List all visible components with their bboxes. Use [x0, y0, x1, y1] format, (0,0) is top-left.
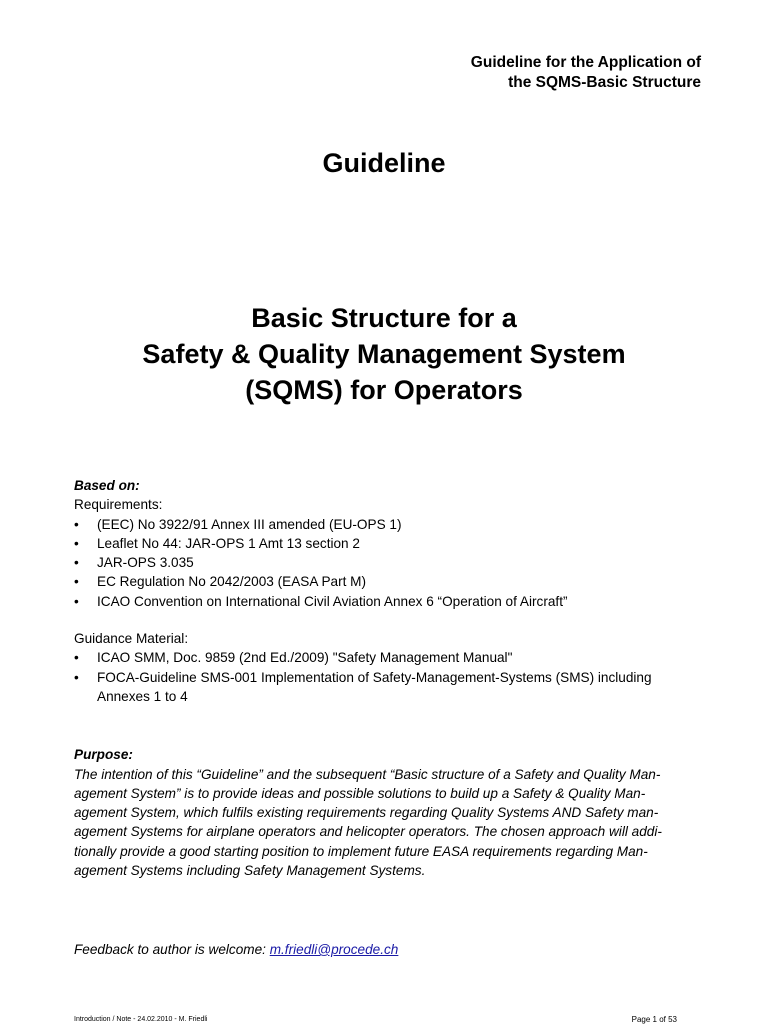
- list-item: [74, 553, 704, 572]
- main-title-line-2: Safety & Quality Management System: [142, 339, 626, 369]
- purpose-line: agement Systems including Safety Management Systems.: [74, 863, 426, 879]
- list-item-text: Leaflet No 44: JAR-OPS 1 Amt 13 section 2: [97, 535, 360, 551]
- purpose-text: [74, 765, 704, 881]
- running-header-line-2: the SQMS-Basic Structure: [508, 74, 701, 91]
- purpose-line: agement System” is to provide ideas and possible solutions to build up a Safety & Quality Man-: [74, 785, 646, 801]
- list-item: [74, 592, 704, 611]
- main-title: [0, 300, 768, 408]
- bullet-icon: •: [74, 650, 79, 666]
- bullet-icon: •: [74, 669, 79, 685]
- list-item-text: ICAO SMM, Doc. 9859 (2nd Ed./2009) "Safety Management Manual": [97, 650, 513, 666]
- running-header-line-1: Guideline for the Application of: [470, 54, 701, 71]
- list-item-text: (EEC) No 3922/91 Annex III amended (EU-OPS 1): [97, 516, 402, 532]
- list-item-text: FOCA-Guideline SMS-001 Implementation of Safety-Management-Systems (SMS) including Annexes 1 to 4: [97, 669, 652, 704]
- purpose-line: tionally provide a good starting position to implement future EASA requirements regarding Man-: [74, 843, 648, 859]
- bullet-icon: •: [74, 593, 79, 609]
- author-email-link[interactable]: m.friedli@procede.ch: [269, 942, 399, 957]
- requirements-list: [74, 515, 704, 611]
- bullet-icon: •: [74, 516, 79, 532]
- guidance-list: [74, 648, 704, 706]
- page-number: Page 1 of 53: [631, 1015, 677, 1024]
- bullet-icon: •: [74, 535, 79, 551]
- list-item: [74, 648, 704, 667]
- feedback-line: [74, 940, 398, 959]
- document-title: Guideline: [322, 148, 446, 178]
- list-item-text: JAR-OPS 3.035: [97, 555, 194, 571]
- list-item: [74, 572, 704, 591]
- list-item: [74, 668, 704, 707]
- purpose-line: agement System, which fulfils existing requirements regarding Quality Systems AND Safety man-: [74, 805, 659, 821]
- list-item: [74, 534, 704, 553]
- footer-left: Introduction / Note - 24.02.2010 - M. Friedli: [74, 1016, 208, 1023]
- main-title-line-3: (SQMS) for Operators: [245, 375, 523, 405]
- list-item: [74, 515, 704, 534]
- feedback-text: Feedback to author is welcome:: [74, 942, 270, 957]
- guidance-label: Guidance Material:: [74, 631, 189, 647]
- purpose-line: agement Systems for airplane operators and helicopter operators. The chosen approach will addi-: [74, 824, 662, 840]
- running-header: [471, 53, 701, 93]
- list-item-text: ICAO Convention on International Civil Aviation Annex 6 “Operation of Aircraft”: [97, 593, 568, 609]
- based-on-label: Based on:: [74, 478, 140, 493]
- purpose-line: The intention of this “Guideline” and the subsequent “Basic structure of a Safety and Quality Man-: [74, 766, 661, 782]
- bullet-icon: •: [74, 574, 79, 590]
- purpose-label: Purpose:: [74, 747, 133, 763]
- list-item-text: EC Regulation No 2042/2003 (EASA Part M): [97, 574, 367, 590]
- bullet-icon: •: [74, 555, 79, 571]
- body-content: [74, 476, 704, 880]
- main-title-line-1: Basic Structure for a: [251, 303, 517, 333]
- requirements-label: Requirements:: [74, 497, 163, 513]
